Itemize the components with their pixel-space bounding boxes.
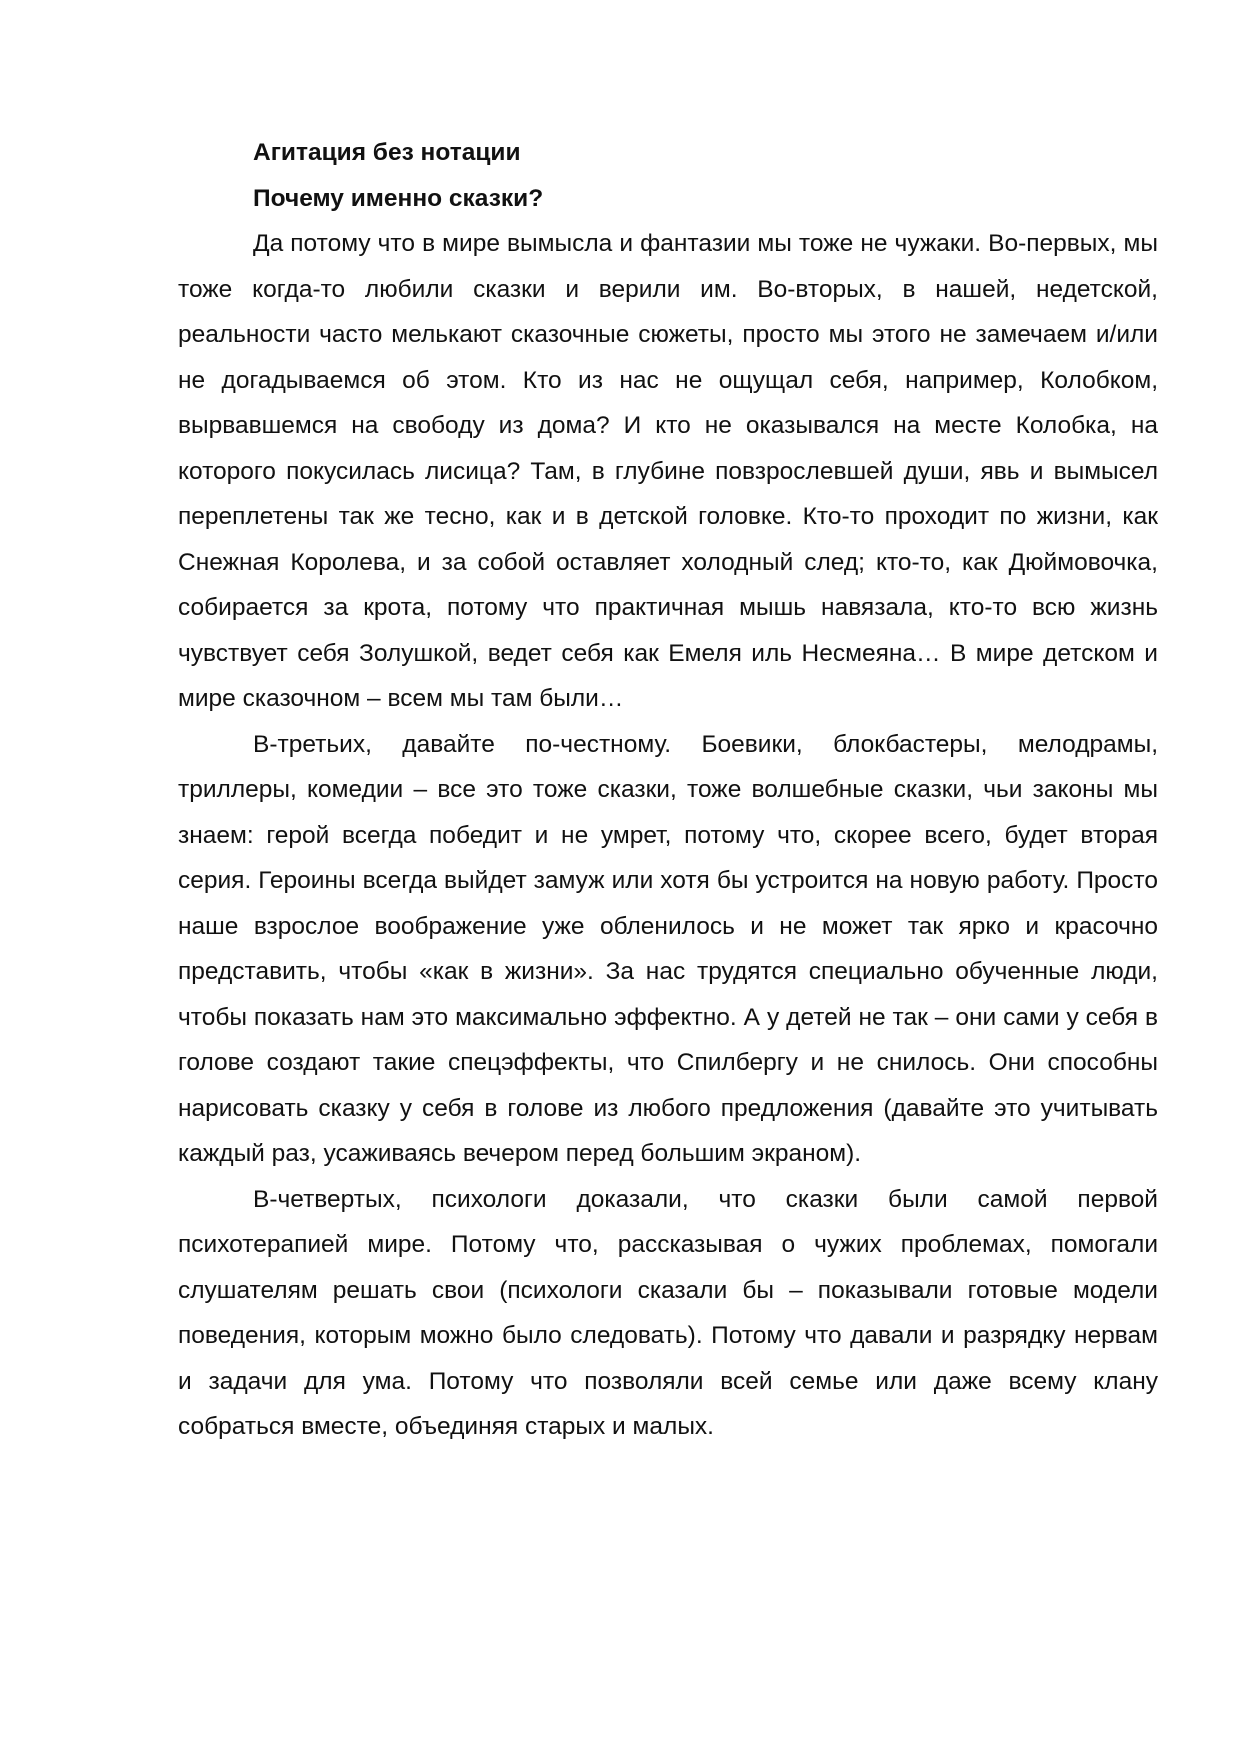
document-page [178, 130, 1158, 1450]
paragraph-2: В-третьих, давайте по-честному. Боевики, блокбастеры, мелодрамы, триллеры, комедии – все это тоже сказки, тоже волшебные сказки, чьи законы мы знаем: герой всегда победит и не умрет, потому что, скорее всего, будет вторая серия. Героины всегда выйдет замуж или хотя бы устроится на новую работу. Просто наше взрослое воображение уже обленилось и не может так ярко и красочно представить, чтобы «как в жизни». За нас трудятся специально обученные люди, чтобы показать нам это максимально эффектно. А у детей не так – они сами у себя в голове создают такие спецэффекты, что Спилбергу и не снилось. Они способны нарисовать сказку у себя в голове из любого предложения (давайте это учитывать каждый раз, усаживаясь вечером перед большим экраном). [178, 730, 1158, 1167]
paragraph-1: Да потому что в мире вымысла и фантазии мы тоже не чужаки. Во-первых, мы тоже когда-то любили сказки и верили им. Во-вторых, в нашей, недетской, реальности часто мелькают сказочные сюжеты, просто мы этого не замечаем и/или не догадываемся об этом. Кто из нас не ощущал себя, например, Колобком, вырвавшемся на свободу из дома? И кто не оказывался на месте Колобка, на которого покусилась лисица? Там, в глубине повзрослевшей души, явь и вымысел переплетены так же тесно, как и в детской головке. Кто-то проходит по жизни, как Снежная Королева, и за собой оставляет холодный след; кто-то, как Дюймовочка, собирается за крота, потому что практичная мышь навязала, кто-то всю жизнь чувствует себя Золушкой, ведет себя как Емеля иль Несмеяна… В мире детском и мире сказочном – всем мы там были… [178, 230, 1158, 712]
section-heading: Почему именно сказки? [253, 184, 544, 212]
document-title: Агитация без нотации [253, 139, 521, 166]
paragraph-3: В-четвертых, психологи доказали, что сказки были самой первой психотерапией мире. Потому что, рассказывая о чужих проблемах, помогали слушателям решать свои (психологи сказали бы – показывали готовые модели поведения, которым можно было следовать). Потому что давали и разрядку нервам и задачи для ума. Потому что позволяли всей семье или даже всему клану собраться вместе, объединяя старых и малых. [178, 1185, 1158, 1440]
